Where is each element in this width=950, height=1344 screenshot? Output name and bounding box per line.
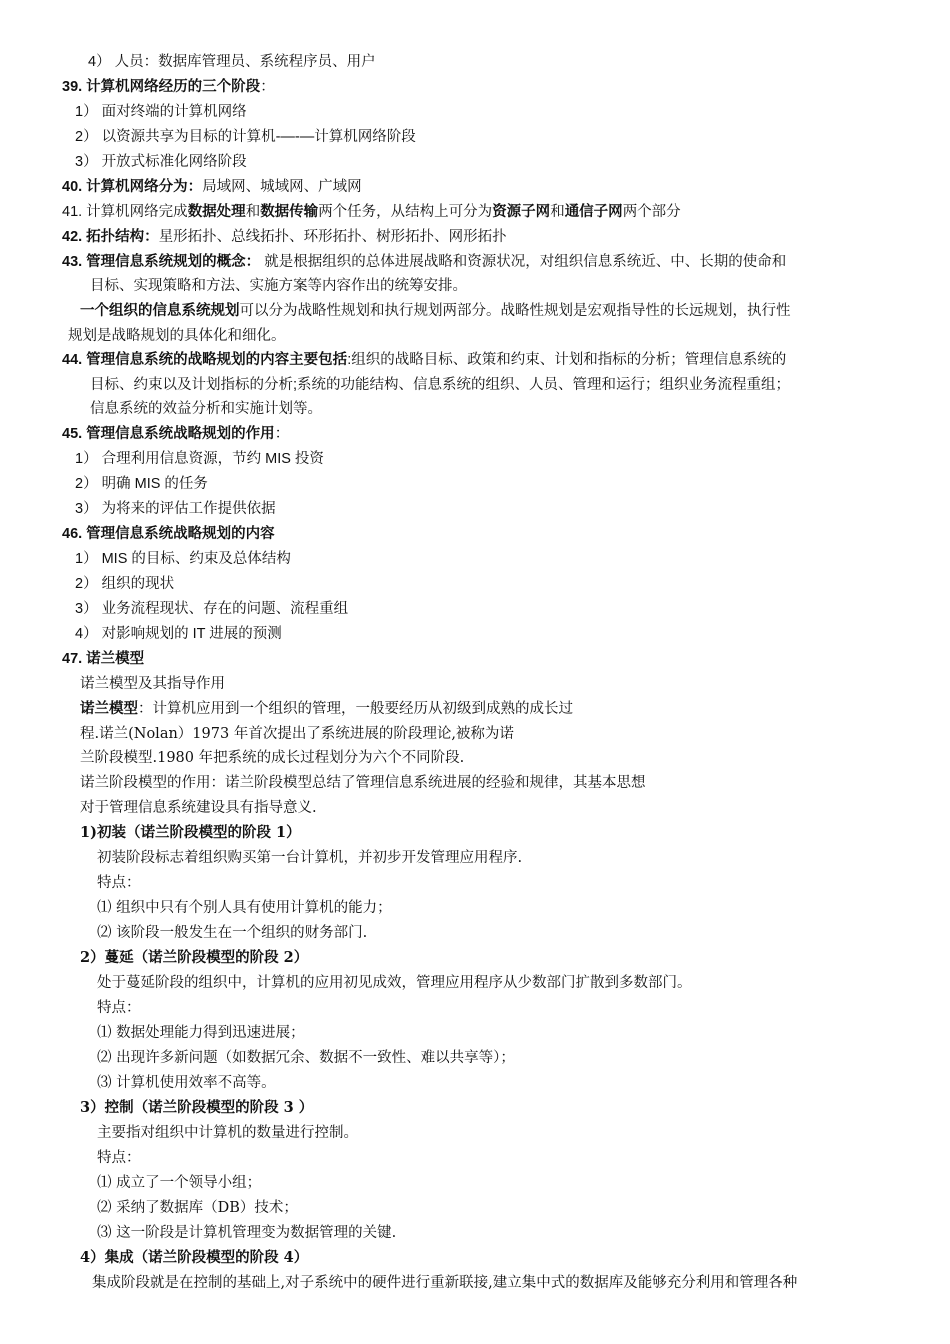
text-line (75, 102, 247, 122)
text-segment: 程.诺兰(Nolan）1973 年首次提出了系统进展的阶段理论,被称为诺 (80, 726, 514, 742)
bold-text: 资源子网 (492, 204, 551, 220)
text-line (97, 873, 141, 893)
text-line (97, 998, 141, 1018)
bold-text: 47. 诺兰模型 (62, 651, 145, 667)
text-segment: 诺兰阶段模型的作用：诺兰阶段模型总结了管理信息系统进展的经验和规律，其基本思想 (80, 775, 646, 791)
text-line (62, 252, 786, 272)
bold-text: 42. 拓扑结构： (62, 229, 159, 245)
text-line (88, 52, 376, 72)
text-segment: ⑵ 该阶段一般发生在一个组织的财务部门. (97, 925, 368, 941)
text-segment: 可以分为战略性规划和执行规划两部分。战略性规划是宏观指导性的长远规划，执行性 (239, 303, 791, 319)
text-segment: 特点： (97, 1150, 141, 1166)
text-line (80, 301, 791, 321)
text-segment: 特点： (97, 1000, 141, 1016)
text-segment: 4） 人员：数据库管理员、系统程序员、用户 (88, 54, 376, 70)
text-segment: 两个任务，从结构上可分为 (318, 204, 493, 220)
text-line (68, 326, 286, 346)
text-segment: 规划是战略规划的具体化和细化。 (68, 328, 286, 344)
text-segment: 1） MIS 的目标、约束及总体结构 (75, 551, 291, 567)
text-segment: 1） 面对终端的计算机网络 (75, 104, 247, 120)
text-segment: 处于蔓延阶段的组织中，计算机的应用初见成效，管理应用程序从少数部门扩散到多数部门。 (97, 975, 692, 991)
text-line (80, 699, 573, 719)
text-segment: ⑵ 采纳了数据库（DB）技术； (97, 1200, 298, 1216)
text-line (97, 973, 692, 993)
bold-text: 44. 管理信息系统的战略规划的内容主要包括 (62, 352, 348, 368)
text-line (80, 674, 225, 694)
text-segment: 信息系统的效益分析和实施计划等。 (90, 401, 322, 417)
text-line (80, 798, 317, 818)
text-line (97, 1023, 305, 1043)
text-line (80, 948, 308, 968)
text-segment: 和 (550, 204, 565, 220)
text-segment: 星形拓扑、总线拓扑、环形拓扑、树形拓扑、网形拓扑 (158, 229, 507, 245)
text-segment: 3） 业务流程现状、存在的问题、流程重组 (75, 601, 349, 617)
text-line (80, 823, 301, 843)
text-segment: 1） 合理利用信息资源，节约 MIS 投资 (75, 451, 324, 467)
text-segment: ： (274, 426, 290, 442)
text-segment: 41. 计算机网络完成 (62, 204, 188, 220)
text-line (97, 1048, 515, 1068)
text-line (97, 1223, 396, 1243)
text-line (62, 177, 362, 197)
text-segment: 目标、实现策略和方法、实施方案等内容作出的统筹安排。 (90, 278, 467, 294)
text-segment: ⑶ 这一阶段是计算机管理变为数据管理的关键. (97, 1225, 397, 1241)
text-segment: 目标、约束以及计划指标的分析;系统的功能结构、信息系统的组织、人员、管理和运行；组织业务流程重组； (90, 377, 791, 393)
text-segment: ⑵ 出现许多新问题（如数据冗余、数据不一致性、难以共享等）； (97, 1050, 515, 1066)
text-segment: 3） 为将来的评估工作提供依据 (75, 501, 276, 517)
text-segment: 集成阶段就是在控制的基础上,对子系统中的硬件进行重新联接,建立集中式的数据库及能够充分利用和管理各种 (92, 1275, 798, 1291)
text-line (97, 1173, 261, 1193)
text-segment: 2） 明确 MIS 的任务 (75, 476, 208, 492)
text-segment: 特点： (97, 875, 141, 891)
text-segment: 初装阶段标志着组织购买第一台计算机，并初步开发管理应用程序. (97, 850, 523, 866)
text-line (97, 898, 392, 918)
text-segment: 局域网、城域网、广域网 (202, 179, 362, 195)
text-line (90, 276, 467, 296)
bold-text: 43. 管理信息系统规划的概念： (62, 254, 261, 270)
bold-text: 1)初装（诺兰阶段模型的阶段 1） (80, 824, 301, 841)
text-segment: ⑴ 成立了一个领导小组； (97, 1175, 262, 1191)
bold-text: 一个组织的信息系统规划 (80, 302, 240, 319)
text-line (97, 1123, 358, 1143)
text-line (62, 649, 144, 669)
text-segment: 3） 开放式标准化网络阶段 (75, 154, 247, 170)
text-line (62, 424, 289, 444)
text-segment: ⑴ 组织中只有个别人具有使用计算机的能力； (97, 900, 392, 916)
text-line (90, 375, 790, 395)
bold-text: 4）集成（诺兰阶段模型的阶段 4） (80, 1249, 309, 1266)
text-segment: 对于管理信息系统建设具有指导意义. (80, 800, 317, 816)
bold-text: 45. 管理信息系统战略规划的作用 (62, 426, 275, 442)
text-line (75, 624, 282, 644)
text-segment: 兰阶段模型.1980 年把系统的成长过程划分为六个不同阶段. (80, 750, 465, 766)
text-line (62, 524, 275, 544)
bold-text: 3）控制（诺兰阶段模型的阶段 3 ） (80, 1099, 314, 1116)
text-line (90, 399, 322, 419)
text-line (97, 1073, 276, 1093)
text-segment: ⑴ 数据处理能力得到迅速进展； (97, 1025, 305, 1041)
text-line (92, 1273, 797, 1293)
text-line (80, 748, 464, 768)
text-segment: ： (260, 79, 275, 95)
text-segment: 2） 以资源共享为目标的计算机-—-—计算机网络阶段 (75, 129, 416, 145)
text-line (75, 152, 247, 172)
text-segment: ⑶ 计算机使用效率不高等。 (97, 1075, 276, 1091)
text-line (97, 1148, 141, 1168)
text-line (62, 350, 786, 370)
text-segment: :组织的战略目标、政策和约束、计划和指标的分析；管理信息系统的 (347, 352, 787, 368)
text-segment: 4） 对影响规划的 IT 进展的预测 (75, 626, 282, 642)
bold-text: 诺兰模型 (80, 700, 138, 717)
bold-text: 数据传输 (260, 204, 319, 220)
text-segment: 和 (245, 204, 261, 220)
text-segment: 2） 组织的现状 (75, 576, 175, 592)
text-line (97, 1198, 298, 1218)
text-line (62, 202, 681, 222)
text-segment: 就是根据组织的总体进展战略和资源状况，对组织信息系统近、中、长期的使命和 (260, 254, 787, 270)
text-line (75, 574, 174, 594)
bold-text: 40. 计算机网络分为： (62, 179, 203, 195)
text-line (80, 1098, 313, 1118)
text-line (80, 773, 646, 793)
text-line (75, 499, 276, 519)
text-line (75, 474, 208, 494)
text-line (75, 127, 416, 147)
bold-text: 46. 管理信息系统战略规划的内容 (62, 526, 275, 542)
text-line (75, 449, 324, 469)
text-segment: 诺兰模型及其指导作用 (80, 676, 225, 692)
text-segment: ：计算机应用到一个组织的管理，一般要经历从初级到成熟的成长过 (138, 701, 573, 717)
text-line (62, 77, 275, 97)
text-segment: 两个部分 (622, 204, 681, 220)
text-line (80, 724, 514, 744)
text-line (75, 549, 291, 569)
text-line (62, 227, 507, 247)
text-line (97, 923, 367, 943)
text-segment: 主要指对组织中计算机的数量进行控制。 (97, 1125, 358, 1141)
text-line (75, 599, 348, 619)
text-line (80, 1248, 308, 1268)
bold-text: 39. 计算机网络经历的三个阶段 (62, 79, 261, 95)
bold-text: 通信子网 (564, 204, 623, 220)
bold-text: 数据处理 (187, 204, 246, 220)
bold-text: 2）蔓延（诺兰阶段模型的阶段 2） (80, 949, 309, 966)
text-line (97, 848, 522, 868)
